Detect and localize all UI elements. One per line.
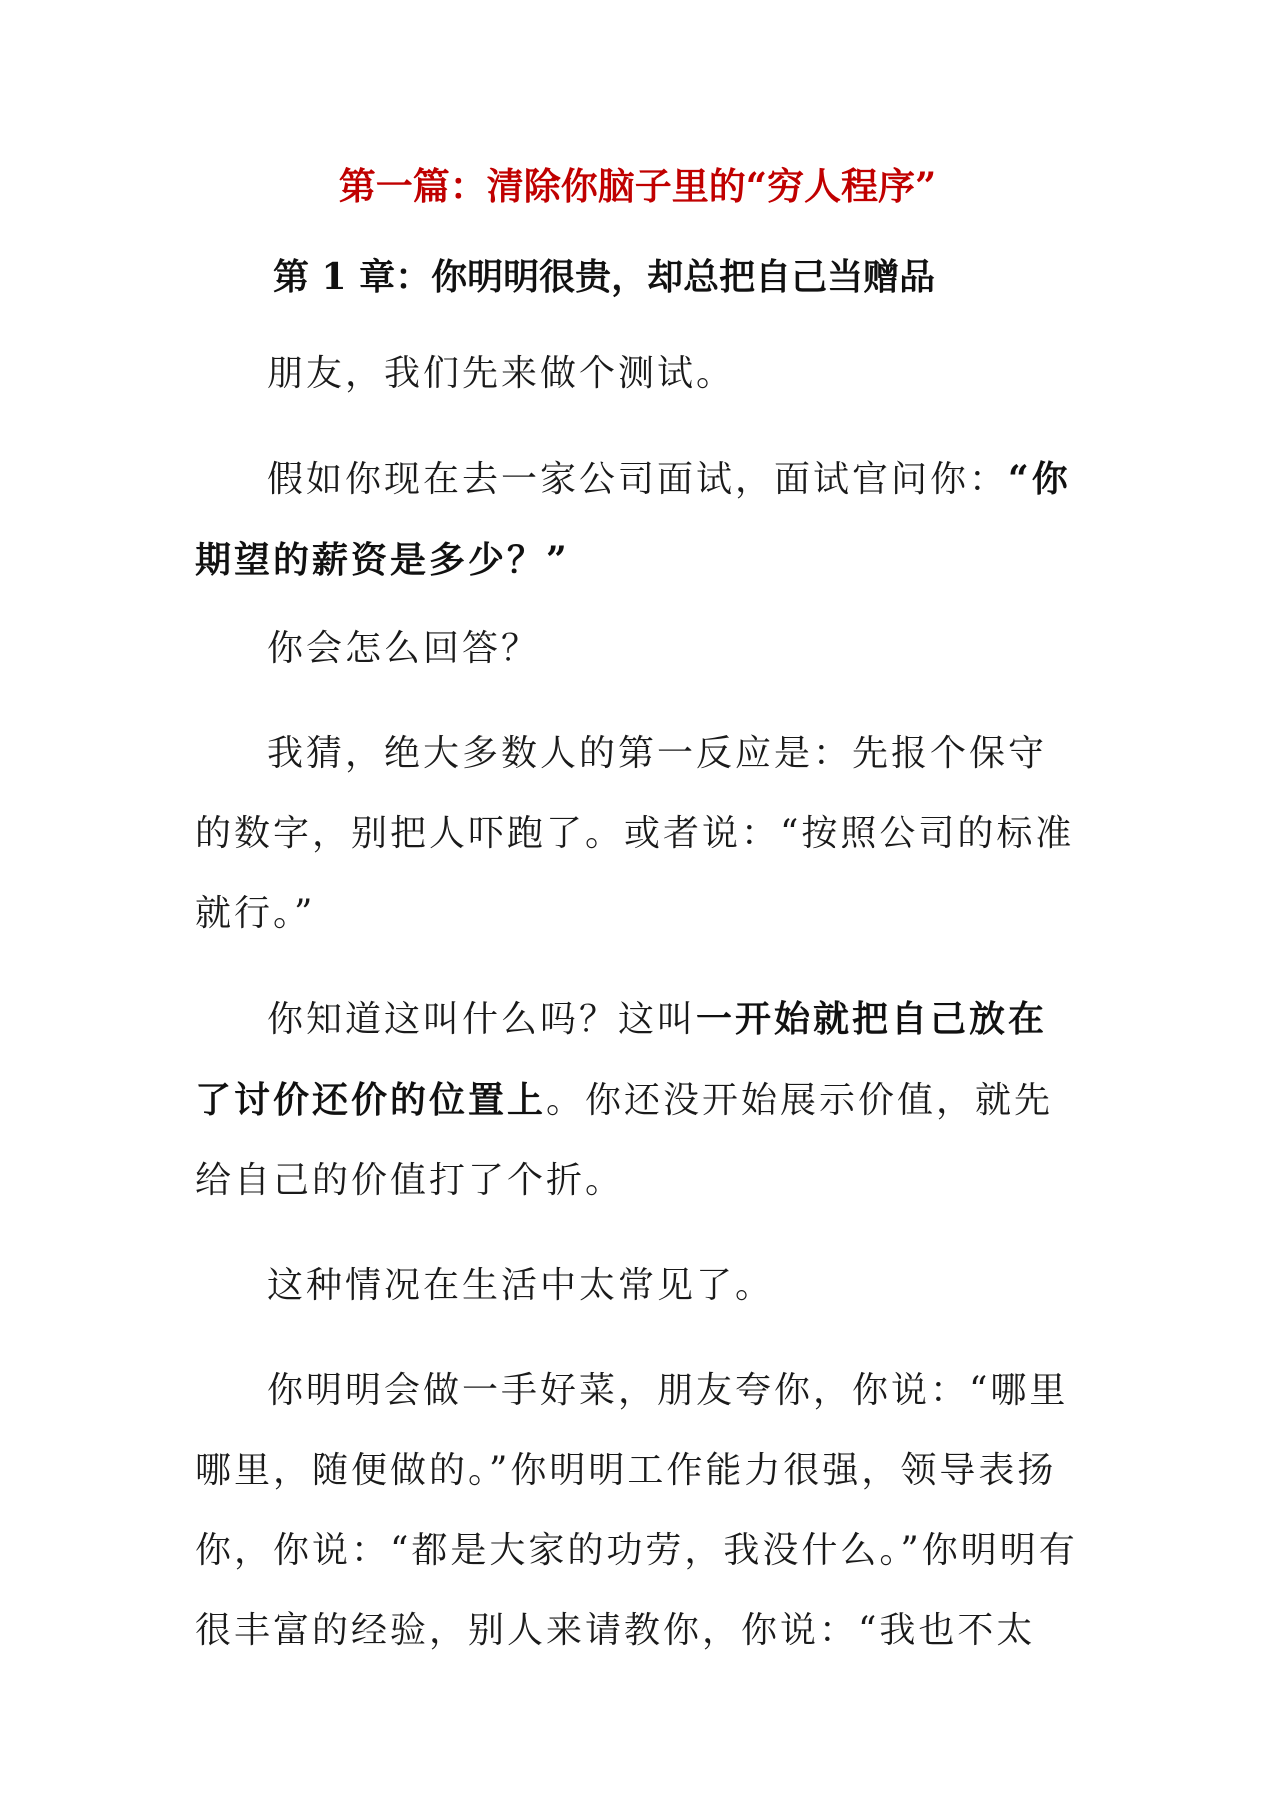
- paragraph-text: 这种情况在生活中太常见了。: [267, 1265, 775, 1306]
- page-content: [195, 160, 1080, 1696]
- paragraph-3: [195, 609, 1080, 689]
- chapter-title: 第 1 章：你明明很贵，却总把自己当赠品: [273, 256, 936, 298]
- paragraph-text: 假如你现在去一家公司面试，面试官问你：: [267, 459, 1009, 500]
- paragraph-text: 你知道这叫什么吗？这叫: [267, 999, 697, 1040]
- paragraph-6: [195, 1246, 1080, 1326]
- bold-phrase: 一开始就把自己放在了讨价还价的位置上: [195, 998, 1048, 1121]
- paragraph-7: [195, 1351, 1080, 1671]
- paragraph-4: [195, 714, 1080, 954]
- paragraph-text: 朋友，我们先来做个测试。: [267, 353, 736, 394]
- paragraph-2: [195, 439, 1080, 601]
- paragraph-text: 你明明会做一手好菜，朋友夸你，你说：“哪里哪里，随便做的。”你明明工作能力很强，领导表扬你，你说：“都是大家的功劳，我没什么。”你明明有很丰富的经验，别人来请教你，你说：“我也不太: [195, 1370, 1078, 1651]
- paragraph-text: 。你还没开始展示价值，就先给自己的价值打了个折。: [195, 1080, 1054, 1201]
- paragraph-text: 我猜，绝大多数人的第一反应是：先报个保守的数字，别把人吓跑了。或者说：“按照公司的标准就行。”: [195, 733, 1075, 934]
- paragraph-text: 你会怎么回答？: [267, 628, 541, 669]
- part-title: 第一篇：清除你脑子里的“穷人程序”: [338, 164, 937, 208]
- paragraph-5: [195, 979, 1080, 1221]
- bold-question: “你期望的薪资是多少？”: [195, 458, 1071, 581]
- paragraph-1: [195, 334, 1080, 414]
